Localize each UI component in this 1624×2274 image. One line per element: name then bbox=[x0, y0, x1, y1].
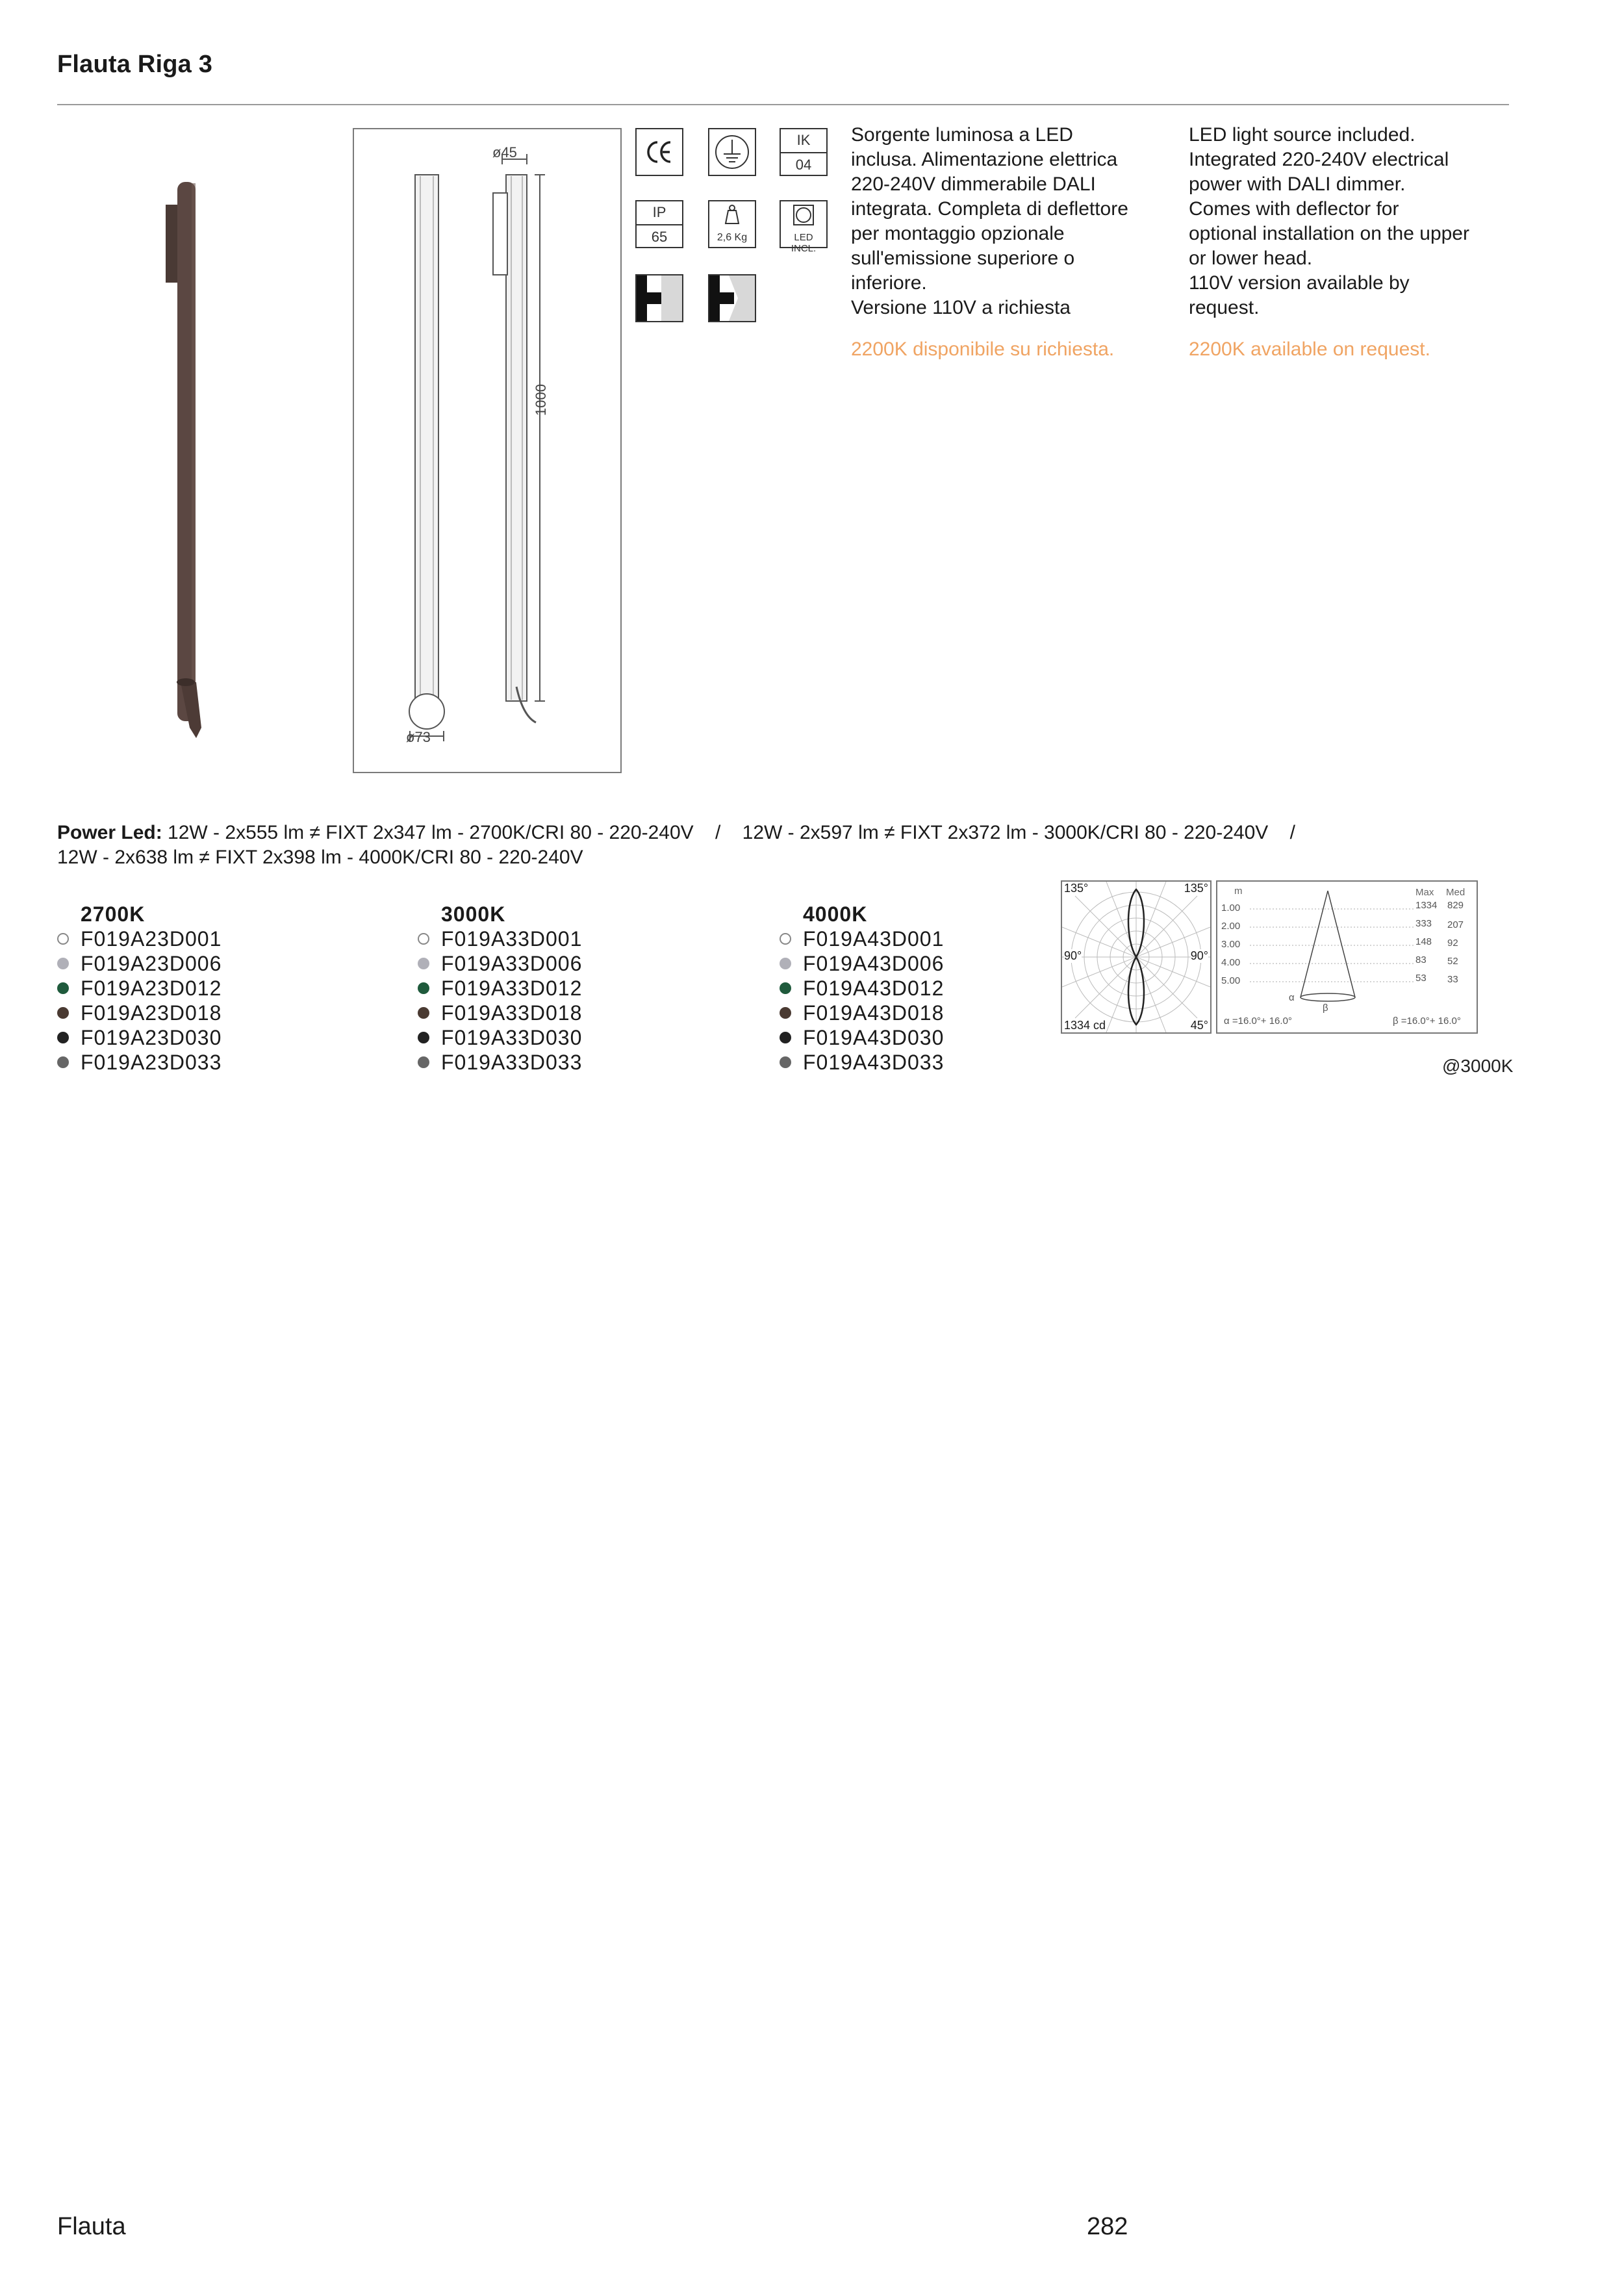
cone-max-value: 53 bbox=[1415, 973, 1427, 984]
code-row bbox=[418, 1001, 582, 1025]
cone-alpha-angle: α =16.0°+ 16.0° bbox=[1224, 1016, 1292, 1027]
product-code: F019A33D012 bbox=[441, 976, 583, 1000]
cone-max-value: 333 bbox=[1415, 918, 1432, 929]
code-row bbox=[57, 1025, 222, 1050]
power-label: Power Led: bbox=[57, 822, 162, 843]
weight-icon bbox=[708, 200, 756, 248]
code-row bbox=[57, 951, 222, 976]
code-row bbox=[57, 1050, 222, 1075]
finish-dot bbox=[418, 958, 429, 969]
code-row bbox=[780, 951, 944, 976]
finish-dot bbox=[57, 1056, 69, 1068]
desc-en-line: or lower head. bbox=[1189, 248, 1313, 269]
polar-label-mr: 90° bbox=[1190, 949, 1208, 962]
code-row bbox=[780, 1050, 944, 1075]
polar-diagram bbox=[1061, 880, 1212, 1034]
product-code: F019A43D006 bbox=[803, 951, 945, 975]
desc-it-line: sull'emissione superiore o bbox=[851, 248, 1075, 269]
product-code: F019A33D018 bbox=[441, 1001, 583, 1025]
finish-dot bbox=[57, 1007, 69, 1019]
power-line-1: 12W - 2x555 lm ≠ FIXT 2x347 lm - 2700K/CRI 80 - 220-240V / 12W - 2x597 lm ≠ FIXT 2x372 lm - 3000K/CRI 80 - 220-240V / bbox=[162, 822, 1295, 843]
mount-down-icon bbox=[708, 274, 756, 322]
finish-dot bbox=[418, 1056, 429, 1068]
page-title: Flauta Riga 3 bbox=[57, 51, 213, 78]
note-italian: 2200K disponibile su richiesta. bbox=[851, 339, 1115, 360]
polar-label-br: 45° bbox=[1190, 1019, 1208, 1032]
code-row bbox=[57, 976, 222, 1001]
cone-med-value: 52 bbox=[1447, 956, 1458, 967]
desc-it-line: 220-240V dimmerabile DALI bbox=[851, 173, 1096, 195]
polar-label-ml: 90° bbox=[1064, 949, 1082, 962]
desc-it-line: integrata. Completa di deflettore bbox=[851, 198, 1128, 220]
finish-dot bbox=[780, 933, 791, 945]
finish-dot bbox=[418, 1032, 429, 1043]
code-row bbox=[780, 976, 944, 1001]
ik-rating-icon bbox=[780, 128, 828, 176]
ik-label: IK bbox=[796, 132, 811, 148]
cone-max-header: Max bbox=[1415, 887, 1434, 898]
code-row bbox=[418, 1050, 582, 1075]
cone-max-value: 1334 bbox=[1415, 900, 1438, 911]
power-line-2: 12W - 2x638 lm ≠ FIXT 2x398 lm - 4000K/CRI 80 - 220-240V bbox=[57, 847, 583, 868]
description-italian bbox=[851, 123, 1163, 320]
cone-distance: 5.00 bbox=[1221, 975, 1241, 986]
desc-en-line: 110V version available by bbox=[1189, 272, 1410, 294]
product-code: F019A23D006 bbox=[81, 951, 222, 975]
led-included-label: LED INCL. bbox=[791, 232, 817, 254]
desc-it-line: inferiore. bbox=[851, 272, 927, 294]
product-code: F019A23D018 bbox=[81, 1001, 222, 1025]
desc-en-line: LED light source included. bbox=[1189, 124, 1415, 146]
cone-distance: 4.00 bbox=[1221, 957, 1241, 968]
cone-distance: 1.00 bbox=[1221, 902, 1241, 913]
cone-med-value: 92 bbox=[1447, 938, 1458, 949]
ik-value: 04 bbox=[795, 157, 812, 173]
finish-dot bbox=[57, 933, 69, 945]
desc-it-line: Sorgente luminosa a LED bbox=[851, 124, 1073, 146]
ip-value: 65 bbox=[651, 229, 668, 245]
product-code: F019A43D033 bbox=[803, 1050, 945, 1074]
codes-header: 4000K bbox=[803, 902, 868, 926]
dim-top-label: ø45 bbox=[492, 144, 517, 160]
note-english: 2200K available on request. bbox=[1189, 339, 1430, 360]
mounting-plate bbox=[166, 205, 179, 283]
code-row bbox=[418, 976, 582, 1001]
header-divider bbox=[57, 104, 1509, 105]
finish-dot bbox=[780, 1056, 791, 1068]
ip-rating-icon bbox=[635, 200, 683, 248]
cone-med-value: 207 bbox=[1447, 919, 1464, 930]
product-code: F019A43D001 bbox=[803, 926, 945, 951]
code-row bbox=[418, 926, 582, 951]
footer-brand: Flauta bbox=[57, 2213, 126, 2240]
cone-max-value: 148 bbox=[1415, 936, 1432, 947]
code-row bbox=[418, 1025, 582, 1050]
cone-distance: 3.00 bbox=[1221, 939, 1241, 950]
product-code: F019A43D030 bbox=[803, 1025, 945, 1049]
product-code: F019A23D033 bbox=[81, 1050, 222, 1074]
cone-med-value: 829 bbox=[1447, 900, 1464, 911]
desc-en-line: optional installation on the upper bbox=[1189, 223, 1469, 244]
product-code: F019A33D030 bbox=[441, 1025, 583, 1049]
ce-mark-icon bbox=[635, 128, 683, 176]
product-code: F019A33D006 bbox=[441, 951, 583, 975]
finish-dot bbox=[780, 958, 791, 969]
cone-beta-symbol: β bbox=[1323, 1003, 1328, 1014]
codes-header: 2700K bbox=[81, 902, 146, 926]
polar-label-bl: 1334 cd bbox=[1064, 1019, 1106, 1032]
finish-dot bbox=[57, 1032, 69, 1043]
mount-up-icon bbox=[635, 274, 683, 322]
cone-med-value: 33 bbox=[1447, 974, 1458, 985]
codes-2700k bbox=[57, 902, 222, 1075]
finish-dot bbox=[780, 982, 791, 994]
weight-value: 2,6 Kg bbox=[717, 232, 748, 243]
product-code: F019A33D033 bbox=[441, 1050, 583, 1074]
cone-med-header: Med bbox=[1446, 887, 1465, 898]
product-code: F019A23D030 bbox=[81, 1025, 222, 1049]
cone-max-value: 83 bbox=[1415, 954, 1427, 965]
code-row bbox=[57, 926, 222, 951]
cone-diagram bbox=[1216, 880, 1478, 1034]
desc-it-line: per montaggio opzionale bbox=[851, 223, 1065, 244]
cone-distance: 2.00 bbox=[1221, 921, 1241, 932]
desc-en-line: power with DALI dimmer. bbox=[1189, 173, 1406, 195]
finish-dot bbox=[418, 982, 429, 994]
codes-3000k bbox=[418, 902, 582, 1075]
polar-label-tl: 135° bbox=[1064, 882, 1089, 895]
finish-dot bbox=[418, 1007, 429, 1019]
description-english bbox=[1189, 123, 1501, 320]
cone-unit: m bbox=[1234, 886, 1243, 897]
dim-bottom-label: ø73 bbox=[406, 729, 431, 745]
product-code: F019A43D012 bbox=[803, 976, 945, 1000]
product-code: F019A43D018 bbox=[803, 1001, 945, 1025]
desc-it-line: inclusa. Alimentazione elettrica bbox=[851, 149, 1118, 170]
code-row bbox=[780, 1001, 944, 1025]
code-row bbox=[57, 1001, 222, 1025]
code-row bbox=[418, 951, 582, 976]
product-code: F019A33D001 bbox=[441, 926, 583, 951]
finish-dot bbox=[780, 1007, 791, 1019]
ip-label: IP bbox=[652, 204, 666, 220]
product-code: F019A23D001 bbox=[81, 926, 222, 951]
desc-en-line: Comes with deflector for bbox=[1189, 198, 1399, 220]
ground-icon bbox=[708, 128, 756, 176]
technical-drawing bbox=[353, 128, 622, 773]
desc-en-line: Integrated 220-240V electrical bbox=[1189, 149, 1449, 170]
finish-dot bbox=[418, 933, 429, 945]
desc-it-line: Versione 110V a richiesta bbox=[851, 297, 1071, 318]
photometry-note: @3000K bbox=[1442, 1056, 1514, 1076]
product-code: F019A23D012 bbox=[81, 976, 222, 1000]
cone-alpha-symbol: α bbox=[1289, 992, 1295, 1003]
finish-dot bbox=[57, 958, 69, 969]
code-row bbox=[780, 926, 944, 951]
power-spec bbox=[57, 821, 1551, 870]
code-row bbox=[780, 1025, 944, 1050]
codes-4000k bbox=[780, 902, 944, 1075]
finish-dot bbox=[57, 982, 69, 994]
page-number: 282 bbox=[1087, 2213, 1128, 2240]
product-image bbox=[156, 169, 240, 741]
polar-label-tr: 135° bbox=[1184, 882, 1208, 895]
cone-beta-angle: β =16.0°+ 16.0° bbox=[1393, 1016, 1461, 1027]
desc-en-line: request. bbox=[1189, 297, 1260, 318]
codes-header: 3000K bbox=[441, 902, 506, 926]
dim-height-label: 1000 bbox=[533, 384, 549, 416]
finish-dot bbox=[780, 1032, 791, 1043]
led-included-icon bbox=[780, 200, 828, 254]
